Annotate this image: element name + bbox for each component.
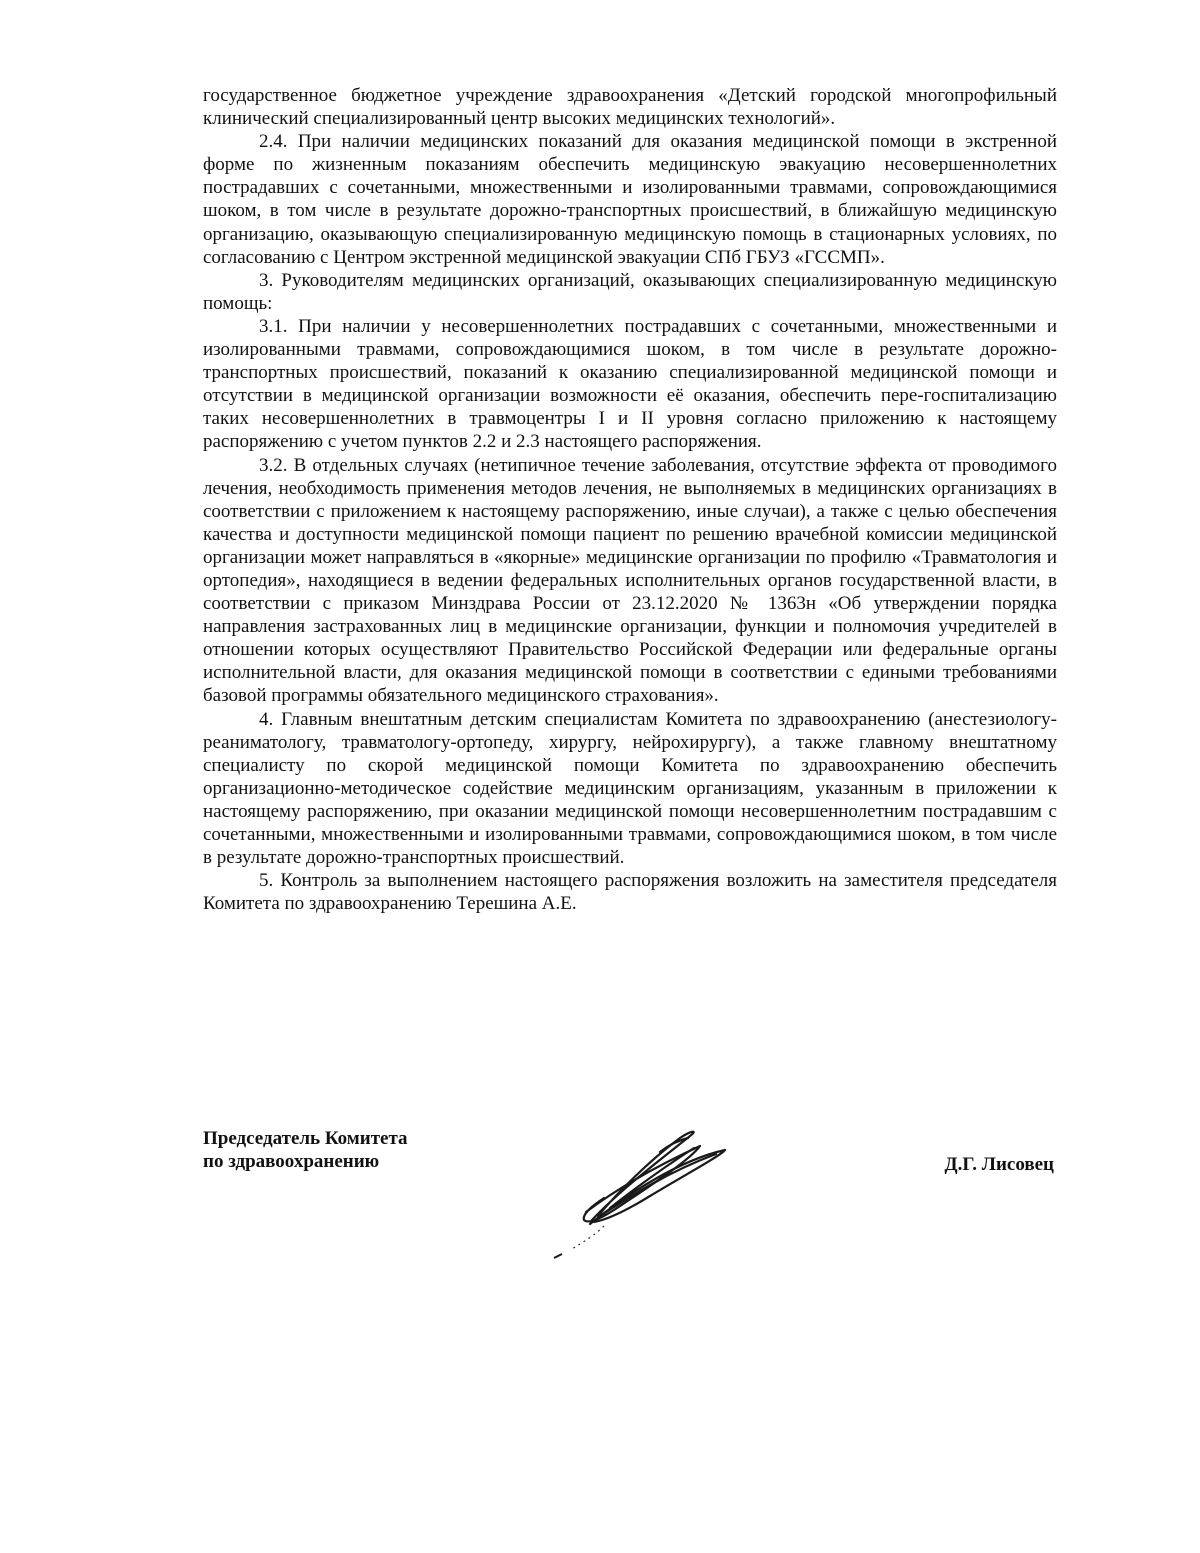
signatory-title: [203, 1127, 408, 1173]
document-body: [203, 84, 1057, 915]
paragraph-3: 3. Руководителям медицинских организаций, оказывающих специализированную медицинскую помощь:: [203, 269, 1057, 314]
signatory-name: Д.Г. Лисовец: [944, 1154, 1054, 1175]
paragraph-2-4: 2.4. При наличии медицинских показаний для оказания медицинской помощи в экстренной форме по жизненным показаниям обеспечить медицинскую эвакуацию несовершеннолетних пострадавших с сочетанными, множественными и изолированными травмами, сопровождающимися шоком, в том числе в результате дорожно-транспортных происшествий, в ближайшую медицинскую организацию, оказывающую специализированную медицинскую помощь в стационарных условиях, по согласованию с Центром экстренной медицинской эвакуации СПб ГБУЗ «ГССМП».: [203, 131, 1057, 268]
paragraph-continuation: государственное бюджетное учреждение здравоохранения «Детский городской многопрофильный клинический специализированный центр высоких медицинских технологий».: [203, 85, 1057, 130]
signatory-title-line-1: Председатель Комитета: [203, 1128, 408, 1149]
paragraph-3-2: 3.2. В отдельных случаях (нетипичное течение заболевания, отсутствие эффекта от проводимого лечения, необходимость применения методов лечения, не выполняемых в медицинских организациях в соответствии с приложением к настоящему распоряжению, иные случаи), а также с целью обеспечения качества и доступности медицинской помощи пациент по решению врачебной комиссии медицинской организации может направляться в «якорные» медицинские организации по профилю «Травматология и ортопедия», находящиеся в ведении федеральных исполнительных органов государственной власти, в соответствии с приказом Минздрава России от 23.12.2020 № 1363н «Об утверждении порядка направления застрахованных лиц в медицинские организации, функции и полномочия учредителей в отношении которых осуществляют Правительство Российской Федерации или федеральные органы исполнительной власти, для оказания медицинской помощи в соответствии с едиными требованиями базовой программы обязательного медицинского страхования».: [203, 454, 1057, 707]
paragraph-3-1: 3.1. При наличии у несовершеннолетних пострадавших с сочетанными, множественными и изолированными травмами, сопровождающимися шоком, в том числе в результате дорожно-транспортных происшествий, показаний к оказанию специализированной медицинской помощи и отсутствии в медицинской организации возможности её оказания, обеспечить пере-госпитализацию таких несовершеннолетних в травмоцентры I и II уровня согласно приложению к настоящему распоряжению с учетом пунктов 2.2 и 2.3 настоящего распоряжения.: [203, 315, 1057, 453]
signatory-title-line-2: по здравоохранению: [203, 1151, 380, 1172]
paragraph-5: 5. Контроль за выполнением настоящего распоряжения возложить на заместителя председателя Комитета по здравоохранению Терешина А.Е.: [203, 870, 1057, 915]
paragraph-4: 4. Главным внештатным детским специалистам Комитета по здравоохранению (анестезиологу-реаниматологу, травматологу-ортопеду, хирургу, нейрохирургу), а также главному внештатному специалисту по скорой медицинской помощи Комитета по здравоохранению обеспечить организационно-методическое содействие медицинским организациям, указанным в приложении к настоящему распоряжению, при оказании медицинской помощи несовершеннолетним пострадавшим с сочетанными, множественными и изолированными травмами, сопровождающимися шоком, в том числе в результате дорожно-транспортных происшествий.: [203, 708, 1057, 869]
handwritten-signature: [540, 1120, 740, 1270]
